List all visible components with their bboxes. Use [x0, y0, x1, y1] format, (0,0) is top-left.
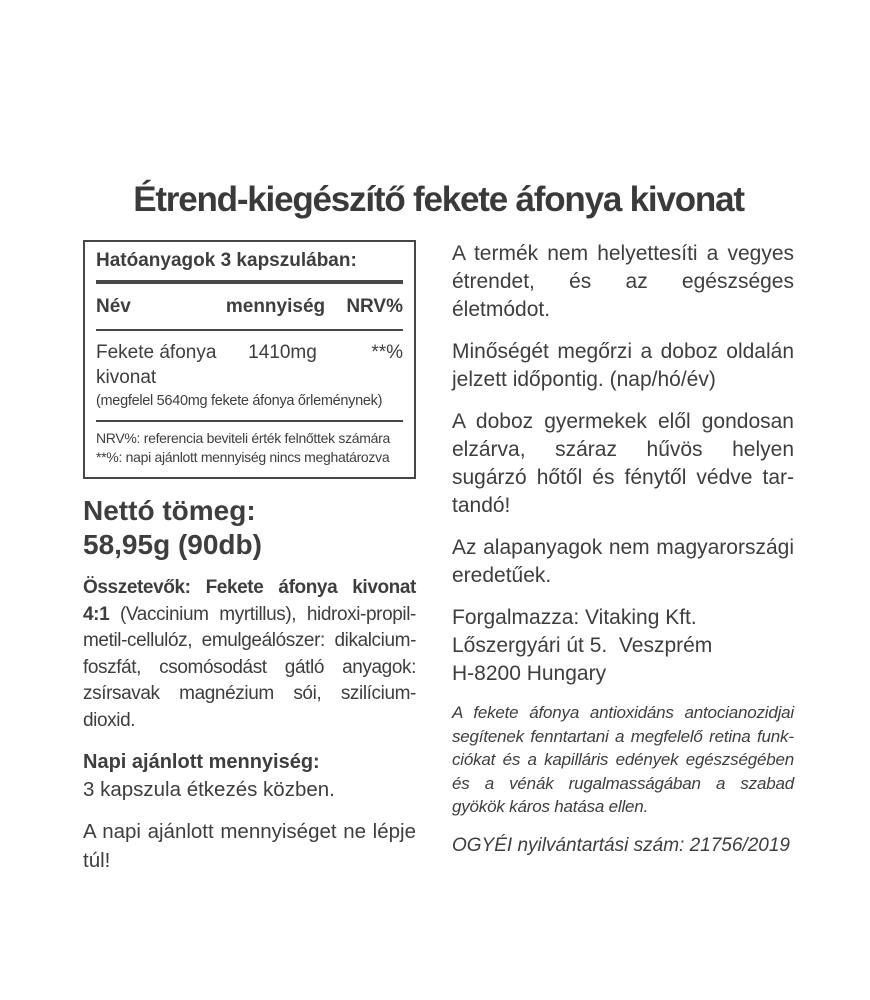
- footnote-daily-amount: **%: napi ajánlott mennyiség nincs meghatározva: [96, 449, 390, 465]
- label-columns: [83, 240, 794, 875]
- footnote-nrv: NRV%: referencia beviteli érték felnőttek számára: [96, 430, 390, 446]
- daily-dose-heading: Napi ajánlott mennyiség:: [83, 751, 320, 773]
- dose-warning: A napi ajánlott mennyiséget ne lépje túl!: [83, 820, 416, 872]
- info-paragraph-origin: Az alapanyagok nem magyarországi eredetűek.: [452, 536, 794, 587]
- left-column: [83, 240, 416, 875]
- health-claim: A fekete áfonya antioxidáns antocianozidjai segítenek fenntartani a megfelelő retina funkciókat és a kapilláris edények egészségében és a vénák rugalmasságában a szabad gyökök káros hatása ellen.: [452, 703, 794, 816]
- distributor-address: Lőszergyári út 5. Veszprém: [452, 634, 713, 657]
- ingredient-equivalence-note: (megfelel 5640mg fekete áfonya őrleménynek): [96, 393, 383, 409]
- table-title: Hatóanyagok 3 kapszulában:: [96, 250, 357, 271]
- ingredients-list: (Vaccinium myrtillus), hidroxi-propil-metil-cellulóz, emulgeálószer: dikalcium-foszfát, csomósodást gátló anyagok: zsírsavak magnézium sói, szilícium-dioxid.: [83, 603, 416, 731]
- net-weight-label: Nettó tömeg:: [83, 495, 256, 526]
- table-row: [96, 331, 403, 390]
- info-paragraph-diet: A termék nem helyettesíti a vegyes étrendet, és az egészséges életmódot.: [452, 242, 794, 321]
- registration-number: OGYÉI nyilvántartási szám: 21756/2019: [452, 834, 790, 856]
- info-paragraph-expiry: Minőségét megőrzi a doboz oldalán jelzett időpontig. (nap/hó/év): [452, 340, 794, 391]
- supplement-facts-table: [83, 240, 416, 479]
- page-title: Étrend-kiegészítő fekete áfonya kivonat: [133, 180, 744, 219]
- column-header-name: Név: [96, 296, 131, 317]
- ingredient-amount: 1410mg: [248, 342, 317, 363]
- distributor-country: H-8200 Hungary: [452, 662, 607, 685]
- table-footnotes: [96, 422, 403, 469]
- daily-dose-value: 3 kapszula étkezés közben.: [83, 778, 335, 801]
- net-weight-value: 58,95g (90db): [83, 529, 262, 560]
- column-header-amount: mennyiség: [225, 296, 326, 317]
- ingredient-name: Fekete áfonya kivonat: [96, 342, 217, 388]
- net-weight-block: [83, 494, 416, 562]
- ingredient-nrv: **%: [371, 342, 403, 363]
- column-header-nrv: NRV%: [346, 296, 403, 317]
- info-paragraph-storage: A doboz gyermekek elől gondosan elzárva, száraz hűvös helyen sugárzó hőtől és fénytől védve tartandó!: [452, 410, 794, 517]
- table-column-headers: [96, 284, 403, 329]
- ingredients-label: Összetevők:: [83, 577, 191, 598]
- right-column: [452, 240, 794, 875]
- distributor-name: Forgalmazza: Vitaking Kft.: [452, 606, 697, 629]
- ingredients-paragraph: [83, 575, 416, 734]
- ingredients-bold-lead: Fekete áfonya kivonat 4:1: [83, 577, 416, 625]
- distributor-block: [452, 604, 794, 688]
